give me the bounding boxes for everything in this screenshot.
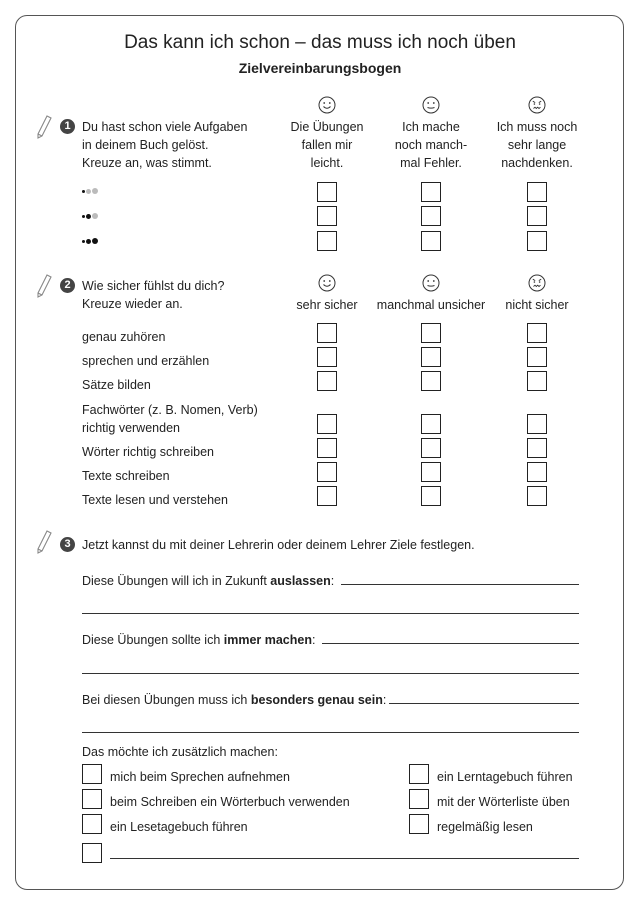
section1-column-mistakes: Ich mache noch manch- mal Fehler. [394,120,468,170]
worried-smiley-icon [528,274,546,292]
option-label: regelmäßig lesen [437,820,533,834]
checkbox-s2-r5-sure[interactable] [317,438,337,458]
checkbox-s2-r2-sometimes[interactable] [421,347,441,367]
checkbox-s1-r2-think[interactable] [527,206,547,226]
checkbox-option-learning-diary[interactable] [409,764,429,784]
checkbox-s1-r3-think[interactable] [527,231,547,251]
checkbox-s1-r2-easy[interactable] [317,206,337,226]
goal-always-writing-line-2[interactable] [82,673,579,674]
section-number-2: 2 [60,278,75,293]
goal-careful-label: Bei diesen Übungen muss ich besonders genau sein: [82,693,387,707]
checkbox-s2-r7-sometimes[interactable] [421,486,441,506]
neutral-smiley-icon [422,274,440,292]
checkbox-s2-r7-sure[interactable] [317,486,337,506]
checkbox-option-dictionary[interactable] [82,789,102,809]
skill-row-label: Texte lesen und verstehen [82,493,228,507]
skill-row-label: Fachwörter (z. B. Nomen, Verb) richtig verwenden [82,403,258,435]
checkbox-option-read-regularly[interactable] [409,814,429,834]
section-number-1: 1 [60,119,75,134]
checkbox-s2-r6-not-sure[interactable] [527,462,547,482]
happy-smiley-icon [318,96,336,114]
difficulty-two-dots-icon [82,213,98,219]
checkbox-s2-r4-sometimes[interactable] [421,414,441,434]
page-subtitle: Zielvereinbarungsbogen [238,60,402,76]
goal-always-label: Diese Übungen sollte ich immer machen: [82,633,316,647]
custom-option-writing-line[interactable] [110,858,579,859]
option-label: mit der Wörterliste üben [437,795,570,809]
skill-row-label: Wörter richtig schreiben [82,445,214,459]
pencil-icon [36,115,52,139]
skill-row-label: Texte schreiben [82,469,170,483]
checkbox-s2-r6-sure[interactable] [317,462,337,482]
checkbox-s2-r3-sometimes[interactable] [421,371,441,391]
checkbox-s1-r1-mistakes[interactable] [421,182,441,202]
extra-activities-heading: Das möchte ich zusätzlich machen: [82,745,278,759]
worried-smiley-icon [528,96,546,114]
checkbox-s2-r4-not-sure[interactable] [527,414,547,434]
difficulty-one-dot-icon [82,188,98,194]
section2-column-sure: sehr sicher [296,298,358,312]
neutral-smiley-icon [422,96,440,114]
section2-prompt: Wie sicher fühlst du dich? Kreuze wieder an. [82,279,225,311]
checkbox-s2-r7-not-sure[interactable] [527,486,547,506]
checkbox-option-record-speaking[interactable] [82,764,102,784]
checkbox-s1-r3-mistakes[interactable] [421,231,441,251]
option-label: mich beim Sprechen aufnehmen [110,770,290,784]
checkbox-s2-r1-sometimes[interactable] [421,323,441,343]
checkbox-s1-r3-easy[interactable] [317,231,337,251]
section2-column-sometimes: manchmal unsicher [376,298,486,312]
skill-row-label: genau zuhören [82,330,166,344]
option-label: ein Lesetagebuch führen [110,820,248,834]
difficulty-three-dots-icon [82,238,98,244]
happy-smiley-icon [318,274,336,292]
option-label: beim Schreiben ein Wörterbuch verwenden [110,795,350,809]
section-number-3: 3 [60,537,75,552]
checkbox-s2-r5-not-sure[interactable] [527,438,547,458]
section1-column-easy: Die Übungen fallen mir leicht. [290,120,364,170]
checkbox-s1-r1-think[interactable] [527,182,547,202]
checkbox-s2-r6-sometimes[interactable] [421,462,441,482]
checkbox-option-reading-diary[interactable] [82,814,102,834]
checkbox-s1-r1-easy[interactable] [317,182,337,202]
goal-always-writing-line[interactable] [322,643,579,644]
checkbox-s2-r4-sure[interactable] [317,414,337,434]
pencil-icon [36,274,52,298]
goal-skip-writing-line[interactable] [341,584,579,585]
section1-prompt: Du hast schon viele Aufgaben in deinem Buch gelöst. Kreuze an, was stimmt. [82,120,248,170]
checkbox-s2-r3-not-sure[interactable] [527,371,547,391]
checkbox-option-custom[interactable] [82,843,102,863]
goal-skip-writing-line-2[interactable] [82,613,579,614]
section1-column-think: Ich muss noch sehr lange nachdenken. [496,120,578,170]
checkbox-s2-r3-sure[interactable] [317,371,337,391]
option-label: ein Lerntagebuch führen [437,770,573,784]
checkbox-s2-r1-sure[interactable] [317,323,337,343]
checkbox-s2-r2-sure[interactable] [317,347,337,367]
page-title: Das kann ich schon – das muss ich noch üben [124,32,516,53]
checkbox-s1-r2-mistakes[interactable] [421,206,441,226]
checkbox-s2-r5-sometimes[interactable] [421,438,441,458]
goal-skip-label: Diese Übungen will ich in Zukunft auslassen: [82,574,335,588]
checkbox-option-word-list[interactable] [409,789,429,809]
checkbox-s2-r1-not-sure[interactable] [527,323,547,343]
checkbox-s2-r2-not-sure[interactable] [527,347,547,367]
skill-row-label: sprechen und erzählen [82,354,210,368]
section3-intro: Jetzt kannst du mit deiner Lehrerin oder deinem Lehrer Ziele festlegen. [82,538,475,552]
skill-row-label: Sätze bilden [82,378,151,392]
pencil-icon [36,530,52,554]
goal-careful-writing-line-2[interactable] [82,732,579,733]
section2-column-not-sure: nicht sicher [505,298,569,312]
goal-careful-writing-line[interactable] [389,703,579,704]
